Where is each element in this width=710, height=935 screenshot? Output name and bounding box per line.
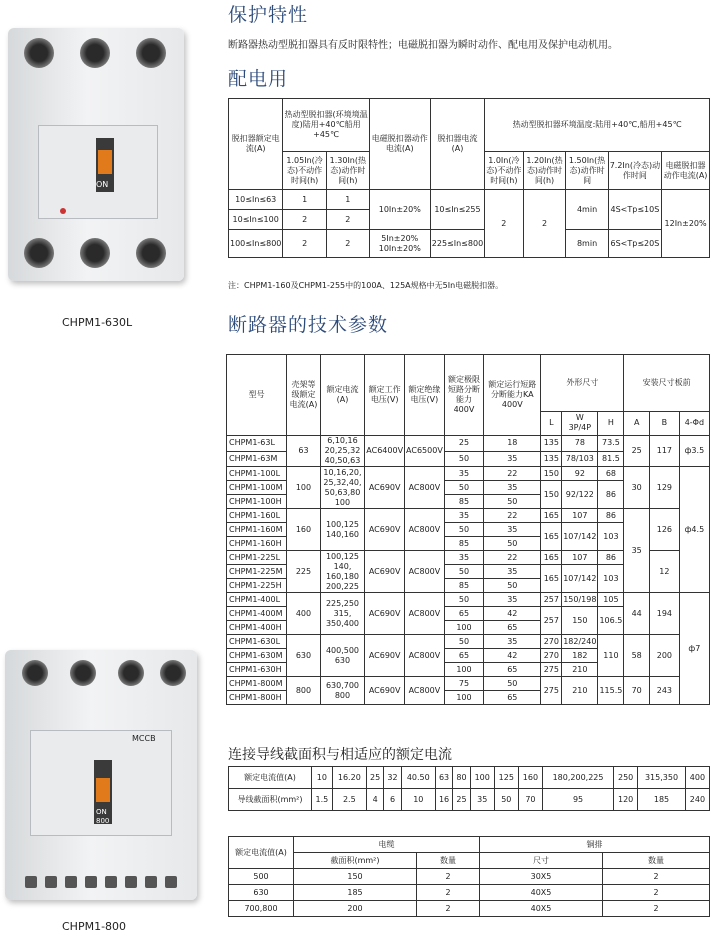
cable-header-cable: 电缆 [294,837,480,853]
cell: 150 [562,607,598,635]
wire-current-cell: 25 [366,767,383,789]
caption-bottom: CHPM1-800 [62,920,127,933]
h-rated: 额定电流(A) [320,355,365,436]
cell: AC690V [365,593,405,635]
cell: 700,800 [229,901,294,917]
cell: 35 [484,523,541,537]
cell: 86 [598,481,624,509]
cell: 2 [603,901,710,917]
h-runbreak: 额定运行短路分断能力KA 400V [484,355,541,436]
cell: 12In±20% [662,190,710,258]
cell: 150 [541,467,562,481]
h-130: 1.30In(热态)动作时间(h) [326,152,369,190]
protect-text: 断路器热动型脱扣器具有反时限特性；电磁脱扣器为瞬时动作、配电用及保护电动机用。 [228,40,618,51]
wire-area-cell: 25 [453,789,470,811]
h-A: A [624,411,650,435]
wire-area-cell: 70 [518,789,542,811]
cell: 78/103 [562,451,598,467]
model-cell: CHPM1-100L [227,467,287,481]
model-cell: CHPM1-630H [227,663,287,677]
cell: 165 [541,565,562,593]
cell: 150 [294,869,417,885]
cable-header-qty: 数量 [417,853,480,869]
cell: 2 [283,230,326,258]
cell: 40X5 [480,885,603,901]
cell: 103 [598,523,624,551]
wire-area-cell: 35 [470,789,494,811]
wire-area-cell: 95 [542,789,613,811]
cell: 22 [484,551,541,565]
model-cell: CHPM1-160L [227,509,287,523]
model-cell: CHPM1-400M [227,607,287,621]
wire-area-cell: 6 [384,789,401,811]
cell: 106.5 [598,607,624,635]
model-cell: CHPM1-800M [227,677,287,691]
cell: 2 [326,210,369,230]
wire-area-cell: 2.5 [332,789,366,811]
h-W: W 3P/4P [562,411,598,435]
cable-header-rated: 额定电流值(A) [229,837,294,869]
cell: 18 [484,436,541,452]
cell: 25 [444,436,483,452]
cell: 182/240 [562,635,598,649]
cell: AC800V [405,593,445,635]
cell: 165 [541,551,562,565]
cell: 160 [287,509,320,551]
cell: 270 [541,649,562,663]
cell: 185 [294,885,417,901]
cell: 12 [650,551,680,593]
cell: 630,700 800 [320,677,365,705]
cell: 50 [484,537,541,551]
model-cell: CHPM1-100H [227,495,287,509]
cell: AC690V [365,635,405,677]
cell: 800 [287,677,320,705]
cell: 44 [624,593,650,635]
cell: 2 [523,190,566,258]
cell: 86 [598,509,624,523]
cell: ф4.5 [679,467,709,593]
model-cell: CHPM1-160H [227,537,287,551]
h-105: 1.05In(冷态)不动作时间(h) [283,152,326,190]
model-cell: CHPM1-800H [227,691,287,705]
dist-table [228,98,710,258]
cell: 100,125 140, 160,180 200,225 [320,551,365,593]
cell: 2 [283,210,326,230]
h-insv: 额定绝缘电压(V) [405,355,445,436]
cell: 75 [444,677,483,691]
cell: 35 [484,565,541,579]
cell: 275 [541,677,562,705]
cell: 257 [541,593,562,607]
cell: 225≤In≤800 [430,230,484,258]
cell: 50 [484,579,541,593]
dist-title: 配电用 [228,68,289,90]
wire-current-cell: 10 [312,767,333,789]
caption-top: CHPM1-630L [62,316,133,329]
cell: 42 [484,607,541,621]
cell: 2 [417,885,480,901]
h-workv: 额定工作电压(V) [365,355,405,436]
cell: 630 [229,885,294,901]
cell: 50 [444,451,483,467]
cell: 165 [541,523,562,551]
cell: 85 [444,495,483,509]
cell: 200 [294,901,417,917]
h-72: 7.2In(冷态)动作时间 [608,152,661,190]
cell: 10≤In≤63 [229,190,283,210]
cell: 225,250 315, 350,400 [320,593,365,635]
cell: 92 [562,467,598,481]
model-cell: CHPM1-225L [227,551,287,565]
cell: 35 [484,451,541,467]
wire-title: 连接导线截面积与相适应的额定电流 [228,747,452,763]
cell: 107 [562,509,598,523]
cell: 243 [650,677,680,705]
cable-header-bar: 铜排 [480,837,710,853]
cell: 65 [444,649,483,663]
cell: AC800V [405,551,445,593]
cell: 210 [562,663,598,677]
cell: 8min [566,230,608,258]
wire-area-cell: 1.5 [312,789,333,811]
wire-current-cell: 63 [435,767,452,789]
wire-header-area: 导线截面积(mm²) [229,789,312,811]
h-mag-act: 电磁脱扣器动作电流(A) [369,99,430,190]
cell: 35 [484,593,541,607]
cell: 257 [541,607,562,635]
cell: 117 [650,436,680,467]
model-cell: CHPM1-160M [227,523,287,537]
h-thermal2: 热动型脱扣器环境温度:陆用+40℃,船用+45℃ [485,99,710,152]
cell: 86 [598,551,624,565]
cell: 42 [484,649,541,663]
cell: 4min [566,190,608,230]
breaker-rating-label: 800 [96,817,110,825]
cell: 210 [562,677,598,705]
wire-current-cell: 125 [494,767,518,789]
cell: 1 [283,190,326,210]
cell: 2 [485,190,523,258]
h-break: 额定极限短路分断能力400V [444,355,483,436]
cell: 100 [287,467,320,509]
cell: 25 [624,436,650,467]
cell: 400 [287,593,320,635]
cell: 68 [598,467,624,481]
cell: 30 [624,467,650,509]
cell: 129 [650,467,680,509]
cell: 2 [603,885,710,901]
cable-table [228,836,710,917]
cell: 50 [444,481,483,495]
wire-current-cell: 250 [614,767,638,789]
cell: 50 [484,495,541,509]
wire-current-cell: 32 [384,767,401,789]
wire-current-cell: 400 [685,767,709,789]
cell: AC800V [405,635,445,677]
h-magact2: 电磁脱扣器动作电流(A) [662,152,710,190]
wire-current-cell: 40.50 [401,767,435,789]
cell: 35 [444,551,483,565]
model-cell: CHPM1-630L [227,635,287,649]
wire-header-current: 额定电流值(A) [229,767,312,789]
tech-title: 断路器的技术参数 [228,314,389,336]
h-mag: 脱扣器电流(A) [430,99,484,190]
cell: 194 [650,593,680,635]
cell: 105 [598,593,624,607]
model-cell: CHPM1-630M [227,649,287,663]
cell: 100 [444,621,483,635]
cell: 50 [484,677,541,691]
cell: 4S<Tp≤10S [608,190,661,230]
cell: 10≤In≤255 [430,190,484,230]
cell: 35 [484,635,541,649]
cell: 78 [562,436,598,452]
cell: 10,16,20, 25,32,40, 50,63,80 100 [320,467,365,509]
model-cell: CHPM1-400H [227,621,287,635]
cell: 100≤In≤800 [229,230,283,258]
cell: 100 [444,691,483,705]
cell: AC690V [365,551,405,593]
cell: AC800V [405,467,445,509]
cell: 126 [650,509,680,551]
cell: 10≤In≤100 [229,210,283,230]
cell: 500 [229,869,294,885]
cell: 135 [541,436,562,452]
cell: 225 [287,551,320,593]
model-cell: CHPM1-63M [227,451,287,467]
breaker-on-label: ON [96,180,109,189]
h-rated: 脱扣器额定电流(A) [229,99,283,190]
wire-current-cell: 315,350 [638,767,686,789]
wire-area-cell: 120 [614,789,638,811]
cell: 35 [444,467,483,481]
cell: 2 [417,869,480,885]
cell: 135 [541,451,562,467]
wire-current-cell: 80 [453,767,470,789]
cell: 85 [444,579,483,593]
cell: 58 [624,635,650,677]
cell: 100 [444,663,483,677]
h-dims: 外形尺寸 [541,355,624,412]
wire-area-cell: 240 [685,789,709,811]
cell: 115.5 [598,677,624,705]
h-frame: 壳架等级额定电流(A) [287,355,320,436]
h-10: 1.0In(冷态)不动作时间(h) [485,152,523,190]
h-thermal: 热动型脱扣器(环境境温度)陆用+40℃船用+45℃ [283,99,369,152]
wire-current-cell: 16.20 [332,767,366,789]
cell: AC690V [365,677,405,705]
wire-current-cell: 100 [470,767,494,789]
cable-header-size: 尺寸 [480,853,603,869]
model-cell: CHPM1-400L [227,593,287,607]
cell: 2 [603,869,710,885]
cell: AC6400V [365,436,405,467]
wire-area-cell: 50 [494,789,518,811]
model-cell: CHPM1-63L [227,436,287,452]
h-model: 型号 [227,355,287,436]
cell: 65 [484,691,541,705]
cell: ф7 [679,593,709,705]
h-mount: 安装尺寸板前 [624,355,710,412]
cell: 400,500 630 [320,635,365,677]
wire-area-cell: 10 [401,789,435,811]
wire-table [228,766,710,811]
cell: 10In±20% [369,190,430,230]
cell: 73.5 [598,436,624,452]
cell: 107 [562,551,598,565]
cell: 65 [484,663,541,677]
cell: AC6500V [405,436,445,467]
cell: 150 [541,481,562,509]
cell: 92/122 [562,481,598,509]
h-hole: 4-Φd [679,411,709,435]
cell: 150/198 [562,593,598,607]
note-text: 注：CHPM1-160及CHPM1-255中的100A、125A规格中无5In电磁脱扣器。 [228,281,504,290]
wire-current-cell: 180,200,225 [542,767,613,789]
cell: 22 [484,509,541,523]
cell: ф3.5 [679,436,709,467]
wire-area-cell: 185 [638,789,686,811]
cell: 50 [444,635,483,649]
cell: 107/142 [562,565,598,593]
cell: AC690V [365,467,405,509]
cell: 81.5 [598,451,624,467]
breaker-on-label: ON [96,808,107,816]
cell: 165 [541,509,562,523]
cell: 1 [326,190,369,210]
wire-current-cell: 160 [518,767,542,789]
cell: 65 [484,621,541,635]
cell: 6S<Tp≤20S [608,230,661,258]
cable-header-qty2: 数量 [603,853,710,869]
cell: AC800V [405,509,445,551]
cell: 275 [541,663,562,677]
cell: 50 [444,593,483,607]
cell: 63 [287,436,320,467]
cell: 103 [598,565,624,593]
h-120: 1.20In(热态)动作时间(h) [523,152,566,190]
model-cell: CHPM1-225M [227,565,287,579]
cell: 65 [444,607,483,621]
cell: 30X5 [480,869,603,885]
cell: 70 [624,677,650,705]
h-L: L [541,411,562,435]
cell: AC690V [365,509,405,551]
breaker-mccb-label: MCCB [132,734,156,743]
cell: 35 [484,481,541,495]
wire-area-cell: 16 [435,789,452,811]
cell: 6,10,16 20,25,32 40,50,63 [320,436,365,467]
status-indicator-icon [60,208,66,214]
cell: 5In±20% 10In±20% [369,230,430,258]
cell: AC800V [405,677,445,705]
cell: 2 [417,901,480,917]
cable-header-area: 截面积(mm²) [294,853,417,869]
cell: 85 [444,537,483,551]
protect-title: 保护特性 [228,4,309,26]
h-B: B [650,411,680,435]
cell: 22 [484,467,541,481]
h-150: 1.50In(热态)动作时间 [566,152,608,190]
cell: 630 [287,635,320,677]
cell: 50 [444,523,483,537]
model-cell: CHPM1-100M [227,481,287,495]
cell: 50 [444,565,483,579]
wire-area-cell: 4 [366,789,383,811]
cell: 35 [444,509,483,523]
h-H: H [598,411,624,435]
cell: 182 [562,649,598,663]
cell: 270 [541,635,562,649]
cell: 2 [326,230,369,258]
cell: 35 [624,509,650,593]
model-cell: CHPM1-225H [227,579,287,593]
cell: 100,125 140,160 [320,509,365,551]
cell: 107/142 [562,523,598,551]
cell: 200 [650,635,680,677]
cell: 110 [598,635,624,677]
cell: 40X5 [480,901,603,917]
tech-table [226,354,710,705]
